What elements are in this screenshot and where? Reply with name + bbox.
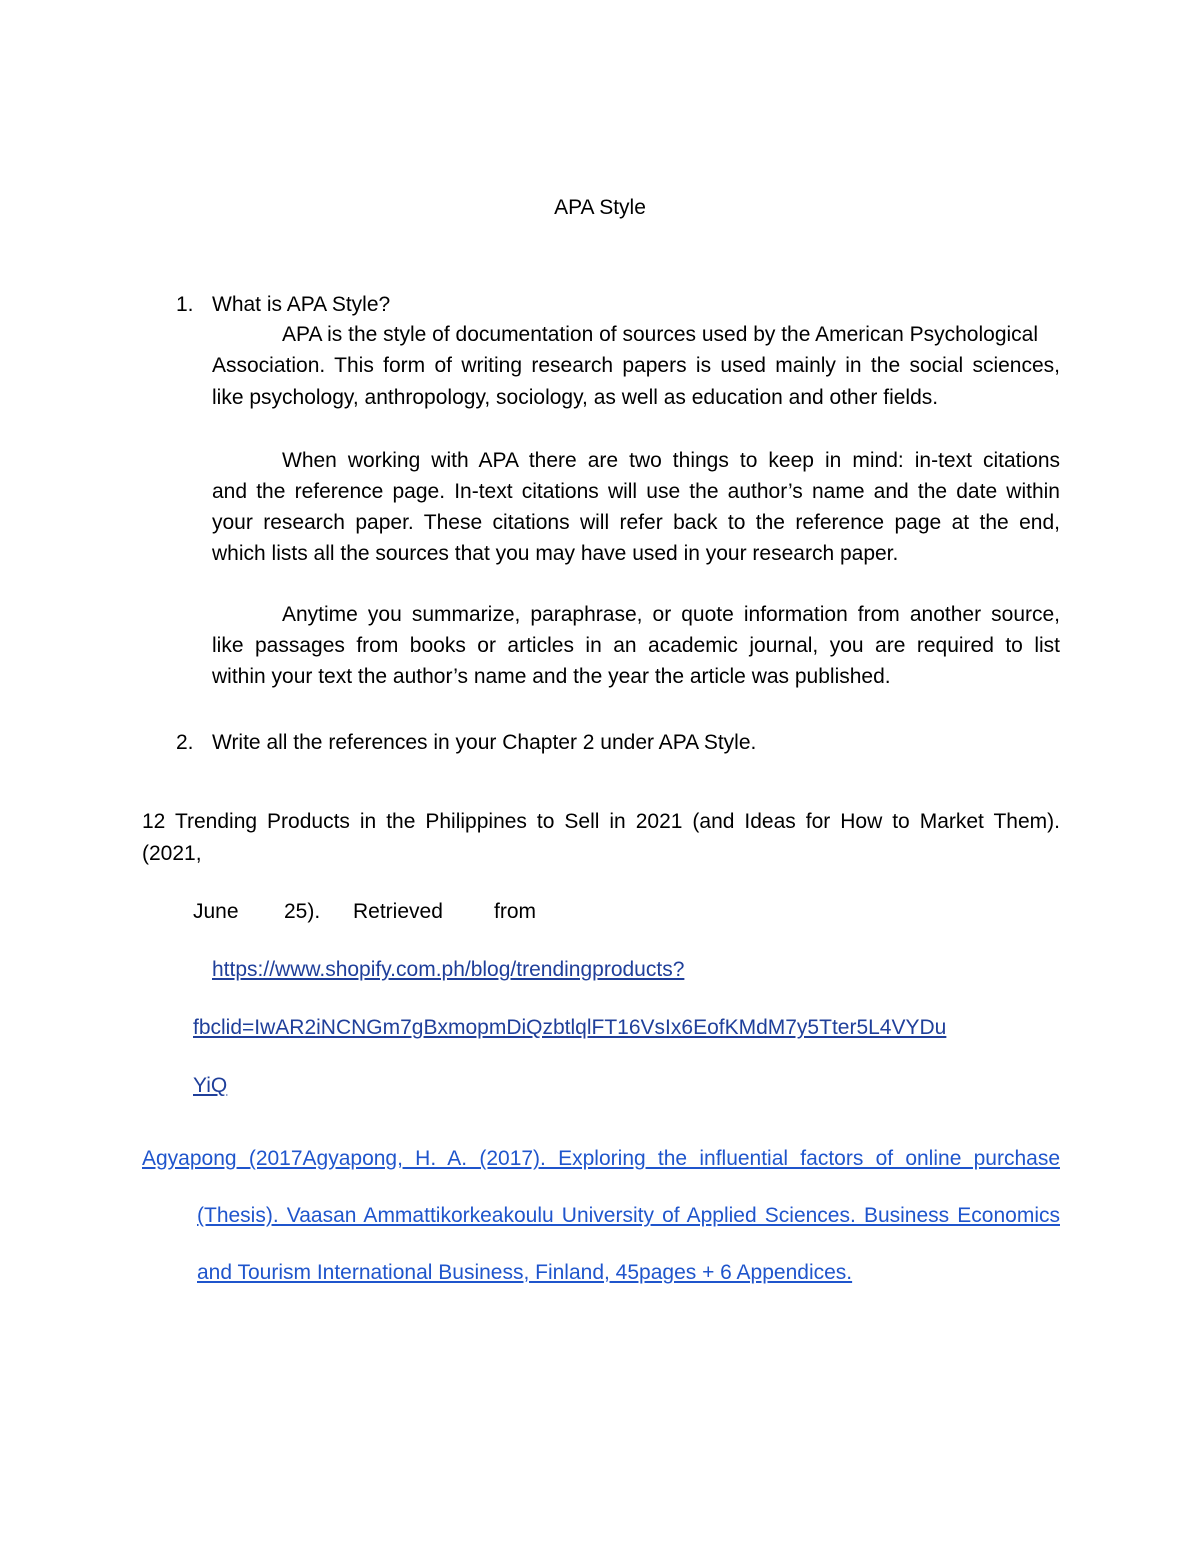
question-1-number: 1.	[176, 293, 194, 316]
reference-link[interactable]: and Tourism International Business, Finland, 45pages + 6 Appendices.	[197, 1261, 853, 1284]
reference-date-open: (2021,	[142, 842, 202, 865]
paragraph-line: which lists all the sources that you may have used in your research paper.	[212, 542, 899, 565]
paragraph-line: within your text the author’s name and the year the article was published.	[212, 665, 891, 688]
question-2-number: 2.	[176, 731, 194, 754]
paragraph-line: When working with APA there are two things to keep in mind: in-text citations	[282, 449, 1060, 472]
reference-url-link[interactable]: YiQ	[193, 1074, 228, 1097]
question-2-text: Write all the references in your Chapter 2 under APA Style.	[212, 731, 757, 754]
reference-link[interactable]: (Thesis). Vaasan Ammattikorkeakoulu University of Applied Sciences. Business Economics	[197, 1204, 1060, 1227]
reference-date-word: June	[193, 900, 239, 923]
paragraph-line: Anytime you summarize, paraphrase, or quote information from another source,	[282, 603, 1060, 626]
paragraph-line: your research paper. These citations will refer back to the reference page at the end,	[212, 511, 1060, 534]
page-title: APA Style	[554, 196, 646, 219]
reference-link[interactable]: Agyapong (2017Agyapong, H. A. (2017). Exploring the influential factors of online purchase	[142, 1147, 1060, 1170]
reference-date-word: 25).	[284, 900, 321, 923]
paragraph-line: APA is the style of documentation of sources used by the American Psychological	[282, 323, 1039, 346]
reference-date-word: Retrieved	[353, 900, 443, 923]
paragraph-line: Association. This form of writing research papers is used mainly in the social sciences,	[212, 354, 1060, 377]
reference-date-word: from	[494, 900, 536, 923]
paragraph-line: like psychology, anthropology, sociology, as well as education and other fields.	[212, 386, 939, 409]
paragraph-line: and the reference page. In-text citations will use the author’s name and the date within	[212, 480, 1060, 503]
reference-url-link[interactable]: https://www.shopify.com.ph/blog/trendingproducts?	[212, 958, 685, 981]
paragraph-line: like passages from books or articles in an academic journal, you are required to list	[212, 634, 1060, 657]
reference-title-line: 12 Trending Products in the Philippines to Sell in 2021 (and Ideas for How to Market Them).	[142, 810, 1060, 833]
reference-url-link[interactable]: fbclid=IwAR2iNCNGm7gBxmopmDiQzbtlqlFT16VsIx6EofKMdM7y5Tter5L4VYDu	[193, 1016, 947, 1039]
question-1-text: What is APA Style?	[212, 293, 391, 316]
